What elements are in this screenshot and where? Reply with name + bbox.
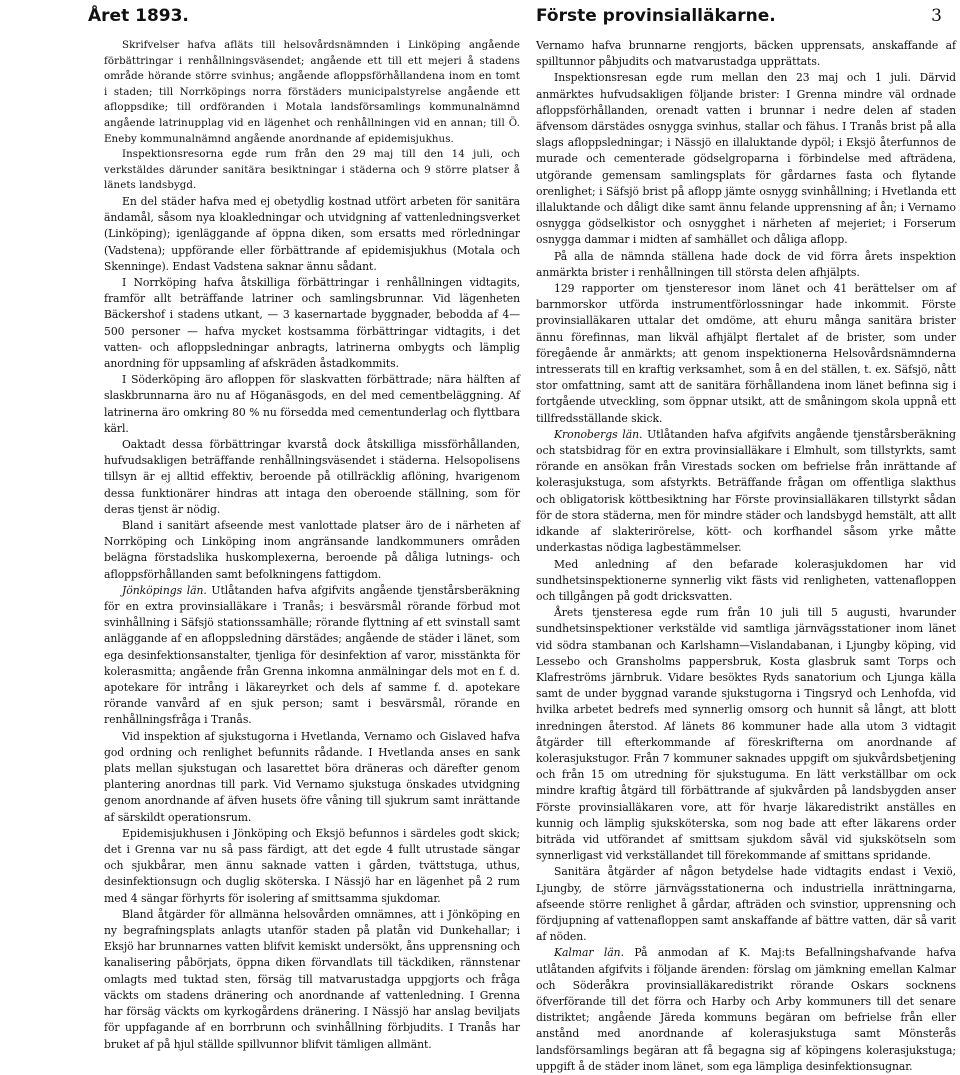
paragraph — [536, 427, 956, 557]
left-column — [104, 38, 520, 1062]
paragraph: 129 rapporter om tjensteresor inom länet och 41 berättelser om af barnmorskor utförda instrumentförlossningar hade inkommit. Förste provinsialläkaren uttalar det omdöme, att ehuru många sanitära brister ännu förefinnas, man likväl afhjälpt flertalet af de brister, som under föregående år anmärkts; att genom inspektionerna Helsovårdsnämnderna intresserats till en kraftig verksamhet, som å en del ställen, t. ex. Säfsjö, nått stor omfattning, samt att de sanitära förhållandena inom länet befinna sig i fortgående utveckling, som öppnar utsikt, att de småningom skola uppnå ett tillfredsställande skick. — [536, 282, 956, 425]
page-number: 3 — [931, 6, 942, 26]
paragraph: Skrifvelser hafva afläts till helsovårdsnämnden i Linköping angående förbättringar i renhållningsväsendet; angående ett till ett mejeri å stadens område hörande större svinhus; angående afloppsförhållandena inom en tomt i staden; till Norrköpings norra förstäders municipalstyrelse angående ett afloppsdike; till ordföranden i Motala landsförsamlings kommunalnämnd angående latrinupplag vid en lägenhet och renhållningen vid en annan; till Ö. Eneby kommunalnämnd angående anordnande af epidemisjukhus. — [104, 40, 520, 145]
paragraph: Inspektionsresorna egde rum från den 29 maj till den 14 juli, och verkstäldes därunder sanitära besiktningar i städerna och 9 större platser å länets landsbygd. — [104, 149, 520, 192]
paragraph — [104, 583, 520, 729]
county-heading: Kronobergs län. — [554, 427, 643, 441]
header-title: Förste provinsialläkarne. — [536, 6, 776, 26]
paragraph-text: Utlåtanden hafva afgifvits angående tjenstårsberäkning och statsbidrag för en extra provinsialläkare i Elmhult, som tillstyrkts, samt rörande en ansökan från Virestads socken om befrielse från inrättande af kolerasjukstuga, som afstyrkts. Beträffande frågan om offentliga slakthus och obligatorisk köttbesiktning har Förste provinsialläkaren tillstyrkt sådan för de stora städerna, men för mindre städer och landsbygd hemstält, att allt idkande af slakterirörelse, kött- och korfhandel såsom yrke måtte underkastas nödiga lagbestämmelser. — [536, 427, 956, 555]
paragraph-text: På anmodan af K. Maj:ts Befallningshafvande hafva utlåtanden afgifvits i följande ärenden: förslag om jämkning emellan Kalmar och Söderåkra provinsialläkaredistrikt rörande Oskars socknens öfverförande till det förra och Harby och Arby kommuners till det senare distriktet; angående Järeda kommuns begäran om befrielse från eller anstånd med anordnande af kolerasjukstuga samt Mönsterås landsförsamlings begäran att få begagna sig af köpingens kolerasjukstuga; uppgift å de städer inom länet, som ega lämpliga desinfektionsugnar. — [536, 946, 956, 1073]
header-year: Året 1893. — [88, 6, 189, 26]
paragraph: Bland i sanitärt afseende mest vanlottade platser äro de i närheten af Norrköping och Linköping inom angränsande landkommuners områden belägna förstadslika huskomplexerna, beroende på dåliga lutnings- och afloppsförhållanden samt befolkningens fattigdom. — [104, 519, 520, 581]
paragraph: Epidemisjukhusen i Jönköping och Eksjö befunnos i särdeles godt skick; det i Grenna var nu så pass färdigt, att det egde 4 fullt utrustade sängar och sjukbårar, men ännu saknade vatten i gården, tvättstuga, uthus, desinfektionsugn och duglig sköterska. I Nässjö har en lägenhet på 2 rum med 4 sängar förhyrts för isolering af smittsamma sjukdomar. — [104, 826, 520, 905]
paragraph: På alla de nämnda ställena hade dock de vid förra årets inspektion anmärkta brister i renhållningen till största delen afhjälpts. — [536, 249, 956, 279]
page-header — [88, 6, 948, 34]
paragraph: I Söderköping äro afloppen för slaskvatten förbättrade; nära hälften af slaskbrunnarna äro nu af Höganäsgods, en del med cementbeläggning. Af latrinerna äro omkring 80 % nu försedda med cementunderlag och flyttbara kärl. — [104, 373, 520, 435]
county-heading: Jönköpings län. — [122, 583, 207, 597]
paragraph: Sanitära åtgärder af någon betydelse hade vidtagits endast i Vexiö, Ljungby, de större järnvägsstationerna och industriella inrättningarna, afseende större renlighet å gårdar, afträden och svinstior, upprensning och fördjupning af vattenafloppen samt anskaffande af bättre vatten, där så varit af nöden. — [536, 865, 956, 944]
right-column — [536, 38, 956, 1073]
county-heading: Kalmar län. — [554, 946, 624, 960]
paragraph: Oaktadt dessa förbättringar kvarstå dock åtskilliga missförhållanden, hufvudsakligen beträffande renhållningsväsendet i städerna. Helsopolisens tillsyn är ej alltid effektiv, beroende på otillräcklig aflöning, hvarigenom dessa funktionärer hindras att intaga den oberoende ställning, som för deras tjenst är nödig. — [104, 437, 520, 516]
paragraph: Vernamo hafva brunnarne rengjorts, bäcken upprensats, anskaffande af spilltunnor påbjudits och matvarustadga upprättats. — [536, 39, 956, 69]
paragraph — [536, 945, 956, 1075]
paragraph-text: Utlåtanden hafva afgifvits angående tjenstårsberäkning för en extra provinsialläkare i Tranås; i besvärsmål rörande förbud mot svinhållning i Säfsjö stationssamhälle; rörande flyttning af ett svinstall samt anläggande af en afloppsledning därstädes; angående de städer i länet, som ega desinfektionsanstalter, tjenliga för desinfektion af varor, misstänkta för kolerasmitta; angående från Grenna inkomna anmälningar dels mot en f. d. apotekare för intrång i läkareyrket och dels af samme f. d. apotekare rörande vanvård af en sjuk person; samt i besvärsmål, rörande en renhållningsfråga i Tranås. — [104, 583, 520, 727]
paragraph: I Norrköping hafva åtskilliga förbättringar i renhållningen vidtagits, framför allt beträffande latriner och samlingsbrunnar. Vid lägenheten Bäckershof i stadens utkant, — 3 kasernartade byggnader, bebodda af 4—500 personer — hafva mycket kostsamma förbättringar vidtagits, i det vatten- och afloppsledningar anbragts, latrinerna ombygts och lämplig anordning för uppsamling af afskräden åstadkommits. — [104, 275, 520, 370]
paragraph: Med anledning af den befarade kolerasjukdomen har vid sundhetsinspektionerne synnerlig vikt fästs vid renligheten, vattenafloppen och tillgången på godt dricksvatten. — [536, 557, 956, 603]
paragraph: Årets tjensteresa egde rum från 10 juli till 5 augusti, hvarunder sundhetsinspektioner verkstälde vid samtliga järnvägsstationer inom länet vid södra stambanan och Karlshamn—Vislandabanan, i Ljungby köping, vid Lessebo och Gransholms pappersbruk, Kosta glasbruk samt Torps och Klafreströms järnbruk. Vidare besöktes Ryds sanatorium och Ljunga källa samt de under byggnad varande sjukstugorna i Tingsryd och Lenhofda, vid hvilka arbetet bedrefs med synnerlig omsorg och hunnit så långt, att blott inredningen återstod. Af länets 86 kommuner hade alla utom 3 vidtagit åtgärder till efterkommande af föreskrifterna om anordnande af kolerasjukstugor. Från 7 kommuner saknades uppgift om sjukvårdsbetjening och från 15 om utredning för sjukstuguma. En lätt verkställbar om ock mindre kraftig åtgärd till förbättrande af sjukvården på landsbygden anser Förste provinsialläkaren vore, att för hvarje läkaredistrikt anställes en kunnig och lämplig sjuksköterska, som nog bade att efter läkarens order biträda vid utförandet af smittsam sjukdom såväl vid sjukskötseln som synnerligast vid verkställandet till förekommande af smittans spridande. — [536, 606, 956, 863]
paragraph: En del städer hafva med ej obetydlig kostnad utfört arbeten för sanitära ändamål, såsom nya kloakledningar och utvidgning af vattenledningsverket (Linköping); igenläggande af öppna diken, som ersatts med rörledningar (Vadstena); uppförande eller förbättrande af epidemisjukhus (Motala och Skenninge). Endast Vadstena saknar ännu sådant. — [104, 194, 520, 273]
paragraph: Bland åtgärder för allmänna helsovården omnämnes, att i Jönköping en ny begrafningsplats anlagts utanför staden på platån vid Dunkehallar; i Eksjö har brunnarnes vatten blifvit kemiskt undersökt, åns upprensning och kanalisering påbörjats, öppna diken förvandlats till täckdiken, rännstenar omlagts med tuktad sten, försäg till matvarustadga uppgjorts och fråga väckts om stadens dränering och anordnande af vattenledning. I Grenna har försäg väckts om kyrkogårdens dränering. I Nässjö har anslag beviljats för uppfagande af en borrbrunn och svinhållning förbjudits. I Tranås har bruket af på hjul ställde spillvunnor blifvit tämligen allmänt. — [104, 907, 520, 1051]
paragraph: Vid inspektion af sjukstugorna i Hvetlanda, Vernamo och Gislaved hafva god ordning och renlighet befunnits rådande. I Hvetlanda anses en sank plats mellan sjukstugan och lasarettet böra dräneras och därefter genom plantering anordnas till park. Vid Vernamo sjukstuga önskades utvidgning genom anordnande af äfven husets öfre våning till sjukrum samt inrättande af särskildt operationsrum. — [104, 729, 520, 824]
paragraph: Inspektionsresan egde rum mellan den 23 maj och 1 juli. Därvid anmärktes hufvudsakligen följande brister: I Grenna mindre väl ordnade afloppsförhållanden, orenadt vatten i brunnar i nedre delen af staden äfvensom därstädes osnygga svinhus, stallar och fähus. I Tranås brist på alla slags afloppsledningar; i Nässjö en illaluktande dypöl; i Eksjö återfunnos de murade och cementerade gödselgroparna i förbindelse med afträdena, utgörande gemensam samlingsplats för gårdarnes fasta och flytande orenlighet; i Säfsjö brist på aflopp jämte osnygg svinhållning; i Hvetlanda ett illaluktande och dåligt dike samt ännu felande upprensning af ån; i Vernamo osnygga gödselkistor och osnygghet i närheten af mejeriet; i Forserum osnygga dammar i midten af samhället och dåliga aflopp. — [536, 71, 956, 247]
